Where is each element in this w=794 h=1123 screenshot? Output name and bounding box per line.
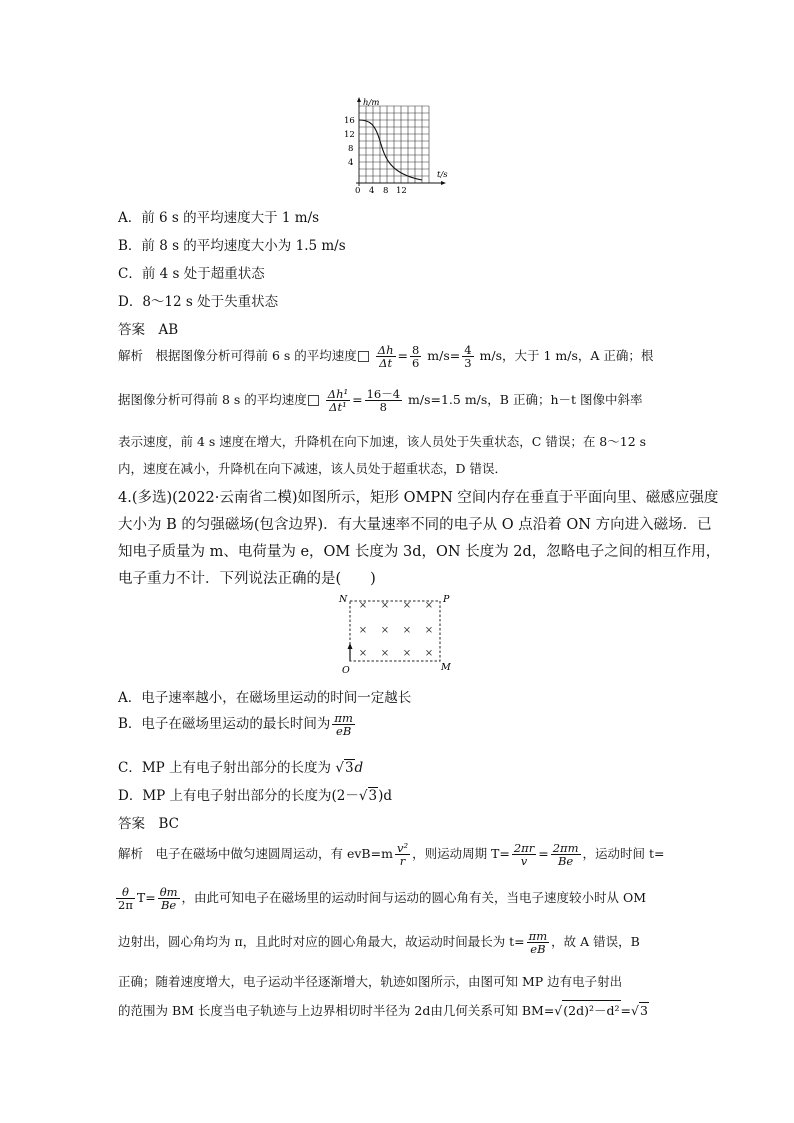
q3-answer: 答案 AB — [118, 322, 179, 338]
q3-option-b: B．前 8 s 的平均速度大小为 1.5 m/s — [118, 238, 346, 254]
q3-explanation-line-4: 内，速度在减小，升降机在向下减速，该人员处于超重状态，D 错误． — [118, 461, 507, 476]
q4-stem-line-1: 4.(多选)(2022·云南省二模)如图所示，矩形 OMPN 空间内存在垂直于平面向里、磁感应强度 — [118, 490, 719, 506]
label-n: N — [339, 594, 348, 605]
x-tick-12: 12 — [396, 186, 407, 196]
q4-explanation-line-5: 的范围为 BM 长度当电子轨迹与上边界相切时半径为 2d由几何关系可知 BM=√(2d)²－d²=√3 — [118, 1000, 649, 1019]
field-cross: × — [424, 625, 434, 636]
field-cross: × — [402, 625, 412, 636]
x-tick-8: 8 — [383, 186, 389, 196]
q3-explanation-line-2: 据图像分析可得前 8 s 的平均速度 $\frac{\text{Δh¹}}{\text{Δt¹}}$ = $\frac{16-4}{8}$ m/s=1.5 m/s，B 正确；h－t 图像中斜率 — [118, 387, 643, 415]
field-cross: × — [424, 648, 434, 659]
graph-grid — [359, 106, 429, 183]
field-cross: × — [380, 648, 390, 659]
q4-explanation-line-2: $\frac{\theta}{2\pi}$ T= $\frac{\theta m}{Be}$ ，由此可知电子在磁场里的运动时间与运动的圆心角有关，当电子速度较小时从 OM — [118, 885, 647, 913]
h-t-graph — [340, 96, 460, 196]
y-tick-8: 8 — [348, 144, 354, 154]
q3-explanation-line-3: 表示速度，前 4 s 速度在增大，升降机在向下加速，该人员处于失重状态，C 错误；在 8～12 s — [118, 434, 647, 449]
field-cross: × — [402, 600, 412, 611]
field-cross: × — [380, 625, 390, 636]
q4-option-d: D．MP 上有电子射出部分的长度为(2－√3)d — [118, 788, 393, 804]
q3-option-c: C．前 4 s 处于超重状态 — [118, 266, 265, 282]
q3-option-a: A．前 6 s 的平均速度大于 1 m/s — [118, 210, 320, 226]
y-tick-12: 12 — [344, 130, 355, 140]
q4-explanation-line-1: 解析 电子在磁场中做匀速圆周运动，有 evB=m $\frac{\text{v²}}{r}$ ，则运动周期 T= $\frac{2\pi r}{v}$ = $\frac{2\pi m}{Be}$ ，运动时间 t= — [118, 841, 665, 869]
label-o: O — [342, 665, 350, 676]
field-cross: × — [424, 600, 434, 611]
missing-glyph-icon — [358, 351, 369, 362]
q4-explanation-line-3: 边射出，圆心角均为 π，且此时对应的圆心角最大，故运动时间最长为 t= $\frac{\pi m}{eB}$ ，故 A 错误，B — [118, 929, 640, 957]
x-tick-0: 0 — [355, 186, 361, 196]
y-tick-4: 4 — [348, 158, 354, 168]
q4-stem-line-4: 电子重力不计．下列说法正确的是( ) — [118, 571, 376, 587]
field-cross: × — [358, 600, 368, 611]
q4-stem-line-3: 知电子质量为 m、电荷量为 e，OM 长度为 3d，ON 长度为 2d，忽略电子之间的相互作用， — [118, 544, 721, 560]
q4-option-a: A．电子速率越小，在磁场里运动的时间一定越长 — [118, 690, 412, 706]
field-cross: × — [402, 648, 412, 659]
q3-explanation-line-1: 解析 根据图像分析可得前 6 s 的平均速度 $\frac{\Delta h}{\Delta t}$ = $\frac{8}{6}$ m/s= $\frac{4}{3}$ m/s，大于 1 m/s，A 正确；根 — [118, 343, 654, 371]
q4-option-b: B．电子在磁场里运动的最长时间为 $\frac{\pi m}{eB}$ — [118, 711, 353, 739]
q4-answer: 答案 BC — [118, 816, 180, 832]
label-p: P — [443, 594, 450, 605]
magnetic-field-diagram — [334, 592, 464, 678]
h-t-curve — [359, 120, 422, 180]
q4-option-c: C．MP 上有电子射出部分的长度为 √3d — [118, 760, 364, 776]
x-axis-label: t/s — [437, 170, 448, 180]
field-cross: × — [358, 648, 368, 659]
q4-stem-line-2: 大小为 B 的匀强磁场(包含边界)．有大量速率不同的电子从 O 点沿着 ON 方向进入磁场．已 — [118, 517, 712, 533]
x-tick-4: 4 — [369, 186, 375, 196]
label-m: M — [441, 662, 451, 673]
q3-option-d: D．8～12 s 处于失重状态 — [118, 294, 279, 310]
field-cross: × — [358, 625, 368, 636]
y-tick-16: 16 — [344, 116, 355, 126]
y-axis-label: h/m — [363, 98, 380, 108]
missing-glyph-icon — [308, 395, 319, 406]
q4-explanation-line-4: 正确；随着速度增大，电子运动半径逐渐增大，轨迹如图所示，由图可知 MP 边有电子射出 — [118, 974, 623, 989]
field-cross: × — [380, 600, 390, 611]
